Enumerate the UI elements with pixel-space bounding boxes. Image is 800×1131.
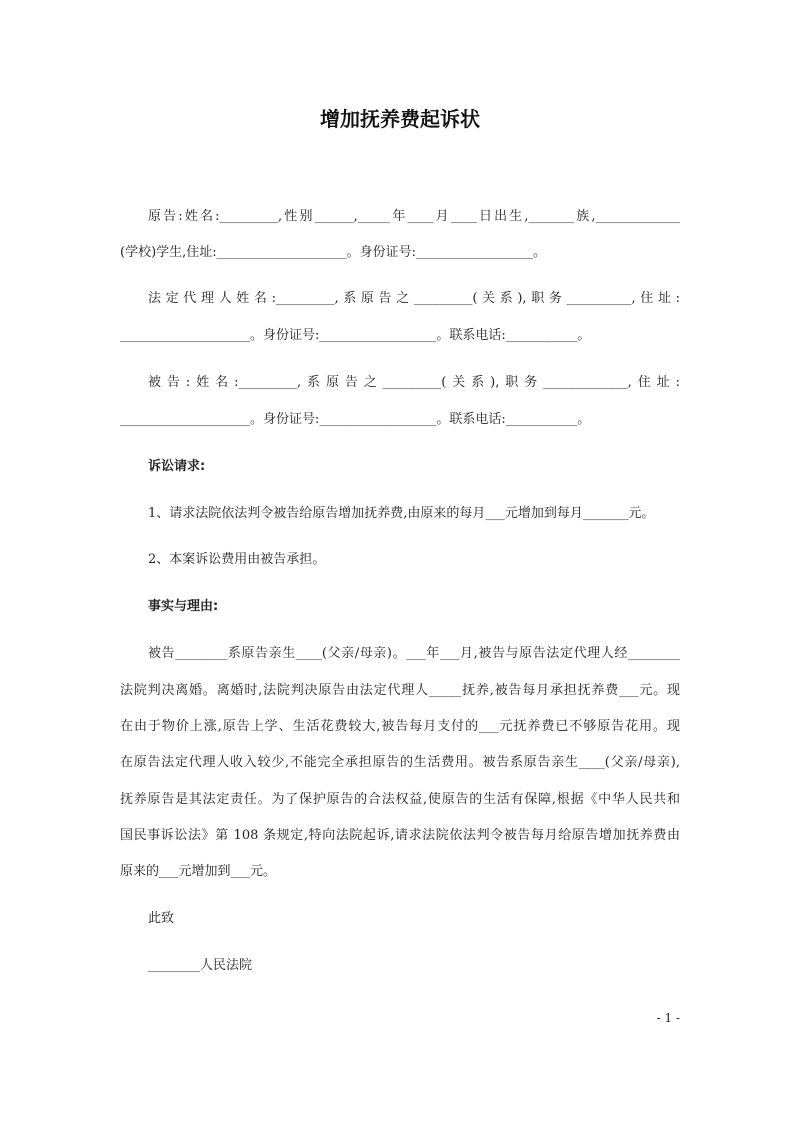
agent-line-2: ____________________。身份证号:__________________。联系电话:___________。 <box>120 328 591 343</box>
agent-line-1: 法定代理人姓名:_________,系原告之_________(关系),职务__________,住址: <box>148 291 680 306</box>
document-title: 增加抚养费起诉状 <box>320 107 480 131</box>
facts-line-6: 国民事诉讼法》第 108 条规定,特向法院起诉,请求法院依法判令被告每月给原告增加抚养费由 <box>120 828 680 843</box>
claim-item-1: 1、请求法院依法判令被告给原告增加抚养费,由原来的每月___元增加到每月_______元。 <box>148 506 655 521</box>
defendant-line-1: 被告:姓名:_________,系原告之_________(关系),职务_____________,住址: <box>148 375 680 390</box>
facts-line-3: 在由于物价上涨,原告上学、生活花费较大,被告每月支付的___元抚养费已不够原告花用。现 <box>120 719 680 734</box>
facts-heading: 事实与理由: <box>148 599 219 614</box>
claim-item-2: 2、本案诉讼费用由被告承担。 <box>148 552 326 567</box>
page-number: - 1 - <box>656 1011 680 1025</box>
facts-line-4: 在原告法定代理人收入较少,不能完全承担原告的生活费用。被告系原告亲生____(父亲/母亲), <box>120 755 680 770</box>
facts-line-1: 被告________系原告亲生____(父亲/母亲)。___年___月,被告与原告法定代理人经________ <box>148 646 680 661</box>
claims-heading: 诉讼请求: <box>148 459 206 474</box>
closing-salutation: 此致 <box>148 911 175 926</box>
facts-line-2: 法院判决离婚。离婚时,法院判决原告由法定代理人_____抚养,被告每月承担抚养费___元。现 <box>120 683 680 698</box>
plaintiff-line-2: (学校)学生,住址:____________________。身份证号:__________________。 <box>120 245 547 260</box>
facts-line-7: 原来的___元增加到___元。 <box>120 864 277 879</box>
plaintiff-line-1: 原告:姓名:_________,性别______,_____年____月____日出生,_______族,_____________ <box>148 209 680 224</box>
facts-line-5: 抚养原告是其法定责任。为了保护原告的合法权益,使原告的生活有保障,根据《中华人民共和 <box>120 792 680 807</box>
court-name: ________人民法院 <box>148 958 253 973</box>
defendant-line-2: ____________________。身份证号:__________________。联系电话:___________。 <box>120 412 591 427</box>
